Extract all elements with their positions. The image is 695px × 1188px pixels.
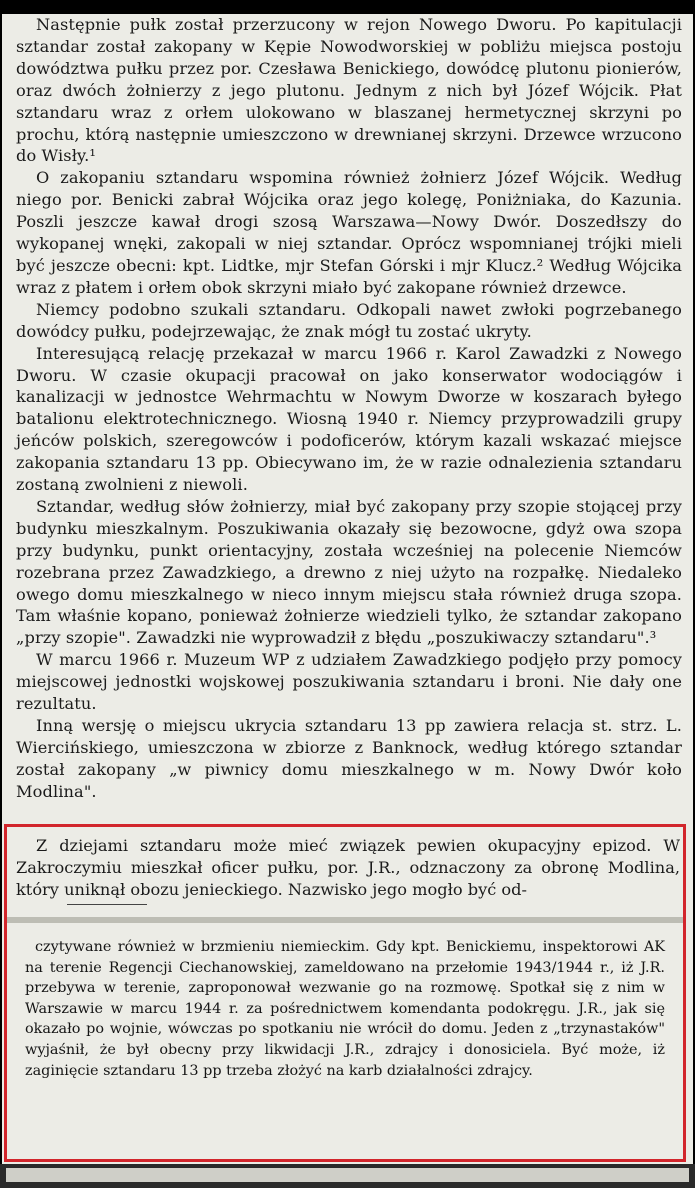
continuation-text xyxy=(25,937,665,1081)
continuation-paragraph: czytywane również w brzmieniu niemieckim. Gdy kpt. Benickiemu, inspektorowi AK na terenie Regencji Ciechanowskiej, zameldowano na przełomie 1943/1944 r., iż J.R. przebywa w terenie, zaproponował wezwanie go na rozmowę. Spotkał się z nim w Warszawie w marcu 1944 r. za pośrednictwem komendanta podokręgu. J.R., jak się okazało po wojnie, wówczas po spotkaniu nie wrócił do domu. Jeden z „trzynastaków" wyjaśnił, że był obecny przy likwidacji J.R., zdrajcy i donosiciela. Być może, iż zaginięcie sztandaru 13 pp trzeba złożyć na karb działalności zdrajcy. xyxy=(25,939,665,1079)
paragraph: Interesującą relację przekazał w marcu 1966 r. Karol Zawadzki z Nowego Dworu. W czasie okupacji pracował on jako konserwator wodociągów i kanalizacji w jednostce Wehrmachtu w Nowym Dworze w koszarach byłego batalionu elektrotechnicznego. Wiosną 1940 r. Niemcy przyprowadzili grupy jeńców polskich, szeregowców i podoficerów, którym kazali wskazać miejsce zakopania sztandaru 13 pp. Obiecywano im, że w razie odnalezienia sztandaru zostaną zwolnieni z niewoli. xyxy=(16,343,682,495)
scanned-book-page xyxy=(2,14,693,1174)
bottom-cropped-strip xyxy=(0,1164,695,1188)
footnote-rule xyxy=(67,904,147,905)
top-black-bar xyxy=(0,0,695,14)
paragraph: Następnie pułk został przerzucony w rejon Nowego Dworu. Po kapitulacji sztandar został zakopany w Kępie Nowodworskiej w pobliżu miejsca postoju dowództwa pułku przez por. Czesława Benickiego, dowódcę plutonu pionierów, oraz dwóch żołnierzy z jego plutonu. Jednym z nich był Józef Wójcik. Płat sztandaru wraz z orłem ulokowano w blaszanej hermetycznej skrzyni po prochu, którą następnie umieszczono w drewnianej skrzyni. Drzewce wrzucono do Wisły.¹ xyxy=(16,15,682,166)
body-text xyxy=(16,14,682,803)
cropped-text-fragment xyxy=(6,1168,689,1182)
cropped-footnote-line xyxy=(7,917,683,923)
paragraph: Niemcy podobno szukali sztandaru. Odkopali nawet zwłoki pogrzebanego dowódcy pułku, podejrzewając, że znak mógł tu zostać ukryty. xyxy=(16,299,682,341)
boxed-paragraph: Z dziejami sztandaru może mieć związek pewien okupacyjny epizod. W Zakroczymiu mieszkał oficer pułku, por. J.R., odznaczony za obronę Modlina, który uniknął obozu jenieckiego. Nazwisko jego mogło być od- xyxy=(16,836,680,899)
boxed-text xyxy=(16,835,680,901)
paragraph: Inną wersję o miejscu ukrycia sztandaru 13 pp zawiera relacja st. strz. L. Wiercińskiego, umieszczona w zbiorze z Banknock, według którego sztandar został zakopany „w piwnicy domu mieszkalnego w m. Nowy Dwór koło Modlina". xyxy=(16,716,682,801)
highlight-box xyxy=(4,824,686,1162)
paragraph: O zakopaniu sztandaru wspomina również żołnierz Józef Wójcik. Według niego por. Benicki zabrał Wójcika oraz jego kolegę, Poniżniaka, do Kazunia. Poszli jeszcze kawał drogi szosą Warszawa—Nowy Dwór. Doszedłszy do wykopanej wnęki, zakopali w niej sztandar. Oprócz wspomnianej trójki mieli być jeszcze obecni: kpt. Lidtke, mjr Stefan Górski i mjr Klucz.² Według Wójcika wraz z płatem i orłem obok skrzyni miało być zakopane również drzewce. xyxy=(16,168,682,297)
paragraph: Sztandar, według słów żołnierzy, miał być zakopany przy szopie stojącej przy budynku mieszkalnym. Poszukiwania okazały się bezowocne, gdyż owa szopa przy budynku, punkt orientacyjny, została wcześniej na polecenie Niemców rozebrana przez Zawadzkiego, a drewno z niej użyto na rozpałkę. Niedaleko owego domu mieszkalnego w nieco innym miejscu stała również druga szopa. Tam właśnie kopano, ponieważ żołnierze wiedzieli tylko, że sztandar zakopano „przy szopie". Zawadzki nie wyprowadził z błędu „poszukiwaczy sztandaru".³ xyxy=(16,496,682,648)
paragraph: W marcu 1966 r. Muzeum WP z udziałem Zawadzkiego podjęło przy pomocy miejscowej jednostki wojskowej poszukiwania sztandaru i broni. Nie dały one rezultatu. xyxy=(16,650,682,714)
